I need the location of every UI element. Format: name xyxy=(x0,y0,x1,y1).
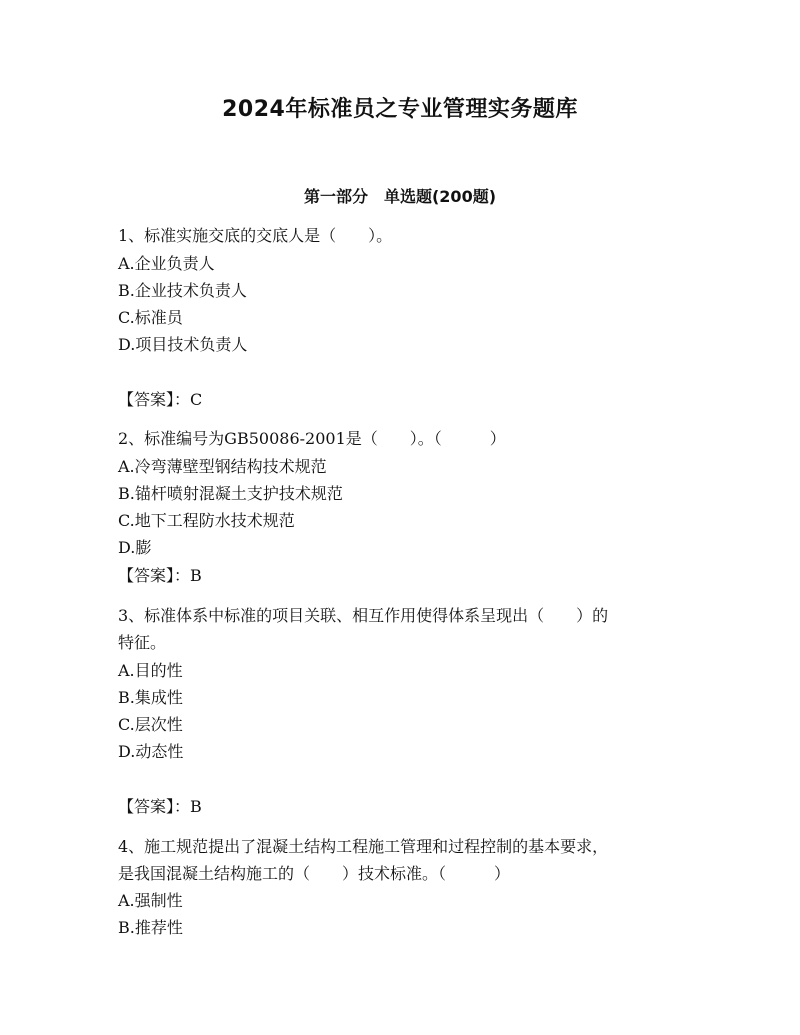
question-3-option-a: A.目的性 xyxy=(118,661,183,680)
question-2-option-c: C.地下工程防水技术规范 xyxy=(118,511,295,530)
question-3-option-b: B.集成性 xyxy=(118,688,183,707)
question-2-answer: 【答案】：B xyxy=(118,566,202,585)
question-1-option-c: C.标准员 xyxy=(118,308,183,327)
document-title: 2024年标准员之专业管理实务题库 xyxy=(222,97,578,122)
question-1-answer: 【答案】：C xyxy=(118,390,203,409)
question-2-option-a: A.冷弯薄壁型钢结构技术规范 xyxy=(118,457,327,476)
question-3-option-d: D.动态性 xyxy=(118,742,184,761)
question-1-stem: 1、标准实施交底的交底人是（ ）。 xyxy=(118,226,393,245)
question-4-stem-line-1: 4、施工规范提出了混凝土结构工程施工管理和过程控制的基本要求， xyxy=(118,837,609,856)
question-1-option-d: D.项目技术负责人 xyxy=(118,335,248,354)
question-4-option-b: B.推荐性 xyxy=(118,918,183,937)
question-4-option-a: A.强制性 xyxy=(118,891,183,910)
question-2-option-d: D.膨 xyxy=(118,538,152,557)
question-1-option-b: B.企业技术负责人 xyxy=(118,281,247,300)
question-2-stem: 2、标准编号为GB50086-2001是（ ）。（ ） xyxy=(118,429,506,448)
section-title: 第一部分 单选题(200题) xyxy=(303,187,497,206)
question-3-option-c: C.层次性 xyxy=(118,715,183,734)
question-2-option-b: B.锚杆喷射混凝土支护技术规范 xyxy=(118,484,343,503)
question-1-option-a: A.企业负责人 xyxy=(118,254,215,273)
question-4-stem-line-2: 是我国混凝土结构施工的（ ）技术标准。（ ） xyxy=(118,864,511,883)
question-3-stem-line-2: 特征。 xyxy=(118,633,167,652)
question-3-answer: 【答案】：B xyxy=(118,797,202,816)
question-3-stem-line-1: 3、标准体系中标准的项目关联、相互作用使得体系呈现出（ ）的 xyxy=(118,606,609,625)
